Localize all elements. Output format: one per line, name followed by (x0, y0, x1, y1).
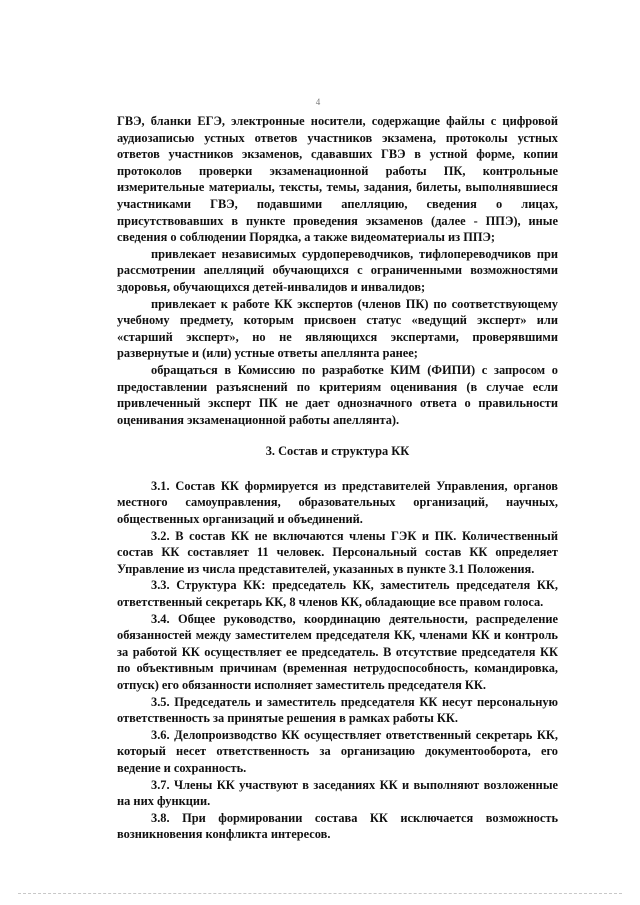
document-body (117, 113, 558, 843)
section-item-3-7: 3.7. Члены КК участвуют в заседаниях КК и выполняют возложенные на них функции. (117, 777, 558, 809)
paragraph-fipi-request: обращаться в Комиссию по разработке КИМ (ФИПИ) с запросом о предоставлении разъяснений по критериям оценивания (в случае если привлеченный эксперт ПК не дает однозначного ответа о правильности оценивания экзаменационной работы апеллянта). (117, 362, 558, 427)
section-item-3-1: 3.1. Состав КК формируется из представителей Управления, органов местного самоуправления, образовательных организаций, научных, общественных организаций и объединений. (117, 478, 558, 527)
intro-paragraph: ГВЭ, бланки ЕГЭ, электронные носители, содержащие файлы с цифровой аудиозаписью устных ответов участников экзамена, протоколы устных ответов участников экзаменов, сдававших ГВЭ в устной форме, копии протоколов проверки экзаменационной работы ПК, контрольные измерительные материалы, тексты, темы, задания, билеты, выполнявшиеся участниками ГВЭ, подавшими апелляцию, сведения о лицах, присутствовавших в пункте проведения экзаменов (далее - ППЭ), иные сведения о соблюдении Порядка, а также видеоматериалы из ППЭ; (117, 114, 558, 245)
section-item-3-5: 3.5. Председатель и заместитель председателя КК несут персональную ответственность за принятые решения в рамках работы КК. (117, 694, 558, 726)
section-item-3-8: 3.8. При формировании состава КК исключается возможность возникновения конфликта интересов. (117, 810, 558, 842)
section-item-3-4: 3.4. Общее руководство, координацию деятельности, распределение обязанностей между заместителем председателя КК, членами КК и контроль за работой КК осуществляет ее председатель. В отсутствие председателя КК по объективным причинам (временная нетрудоспособность, командировка, отпуск) его обязанности исполняет заместитель председателя КК. (117, 611, 558, 692)
section-heading: 3. Состав и структура КК (265, 444, 410, 459)
section-item-3-2: 3.2. В состав КК не включаются члены ГЭК и ПК. Количественный состав КК составляет 11 человек. Персональный состав КК определяет Управление из числа представителей, указанных в пункте 3.1 Положения. (117, 528, 558, 576)
section-item-3-3: 3.3. Структура КК: председатель КК, заместитель председателя КК, ответственный секретарь КК, 8 членов КК, обладающие все правом голоса. (117, 578, 558, 610)
paragraph-sign-interpreters: привлекает независимых сурдопереводчиков, тифлопереводчиков при рассмотрении апелляций обучающихся с ограниченными возможностями здоровья, обучающихся детей-инвалидов и инвалидов; (117, 246, 558, 294)
paragraph-experts: привлекает к работе КК экспертов (членов ПК) по соответствующему учебному предмету, которым присвоен статус «ведущий эксперт» или «старший эксперт», но не являющихся экспертами, проверявшими развернутые и (или) устные ответы апеллянта ранее; (117, 296, 558, 361)
scan-edge-divider (18, 893, 622, 894)
page-number: 4 (315, 97, 325, 107)
section-item-3-6: 3.6. Делопроизводство КК осуществляет ответственный секретарь КК, который несет ответственность за организацию документооборота, его ведение и сохранность. (117, 727, 558, 775)
